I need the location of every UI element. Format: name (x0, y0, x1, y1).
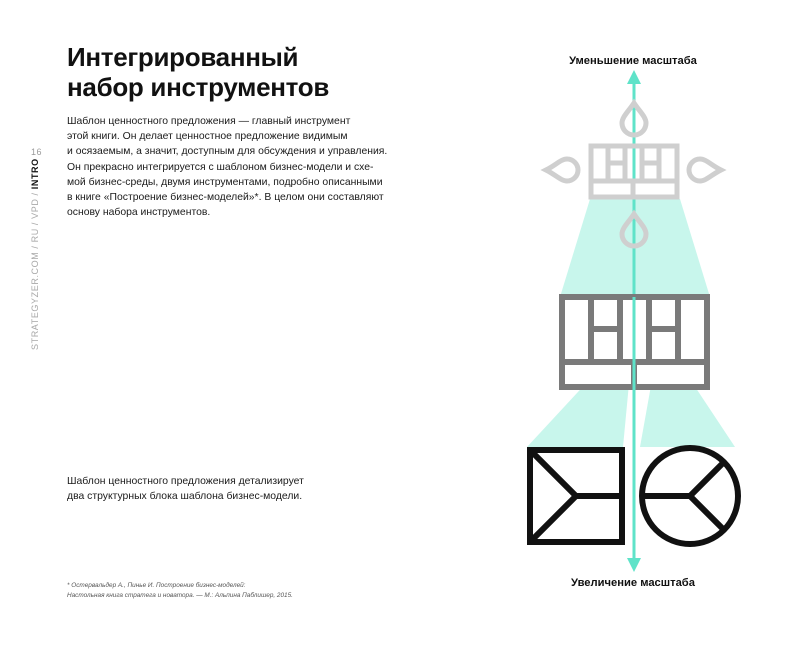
intro-line: Шаблон ценностного предложения — главный инструмент (67, 116, 351, 127)
customer-profile-icon (642, 448, 738, 544)
arrow-down-icon (627, 558, 641, 572)
intro-line: мой бизнес-среды, двумя инструментами, подробно описанными (67, 176, 383, 188)
value-proposition-icon (530, 450, 622, 542)
page-title-line: Интегрированный (67, 42, 299, 72)
page-title-line: набор инструментов (67, 72, 330, 102)
zoom-in-label: Увеличение масштаба (571, 577, 695, 589)
intro-line: основу набора инструментов. (67, 207, 211, 219)
beam-right (640, 352, 735, 447)
zoom-out-label: Уменьшение масштаба (569, 55, 697, 67)
side-label-section: INTRO (30, 158, 40, 190)
caption-paragraph (67, 474, 367, 504)
intro-line: этой книги. Он делает ценностное предложение видимым (67, 131, 348, 143)
page-number: 16 (31, 147, 43, 157)
arrow-up-icon (627, 70, 641, 84)
footnote-line: * Остервальдер А., Пинье И. Построение бизнес-моделей: (67, 582, 246, 589)
footnote (67, 581, 367, 601)
business-model-canvas-icon (562, 297, 707, 387)
beam-top (560, 199, 710, 297)
caption-line: Шаблон ценностного предложения детализирует (67, 476, 304, 487)
footnote-line: Настольная книга стратега и новатора. — М.: Альпина Паблишер, 2015. (67, 592, 293, 599)
intro-paragraph (67, 114, 407, 220)
side-section-label (30, 158, 40, 350)
intro-line: и осязаемым, а значит, доступным для обсуждения и управления. (67, 146, 388, 158)
beam-left (527, 352, 632, 447)
caption-line: два структурных блока шаблона бизнес-модели. (67, 491, 303, 503)
page-title (67, 42, 367, 102)
intro-line: Он прекрасно интегрируется с шаблоном бизнес-модели и схе- (67, 161, 374, 173)
side-label-prefix: STRATEGYZER.COM / RU / VPD / (30, 189, 40, 350)
intro-line: в книге «Построение бизнес-моделей»*. В целом они составляют (67, 192, 384, 204)
business-environment-map-icon (546, 103, 721, 246)
